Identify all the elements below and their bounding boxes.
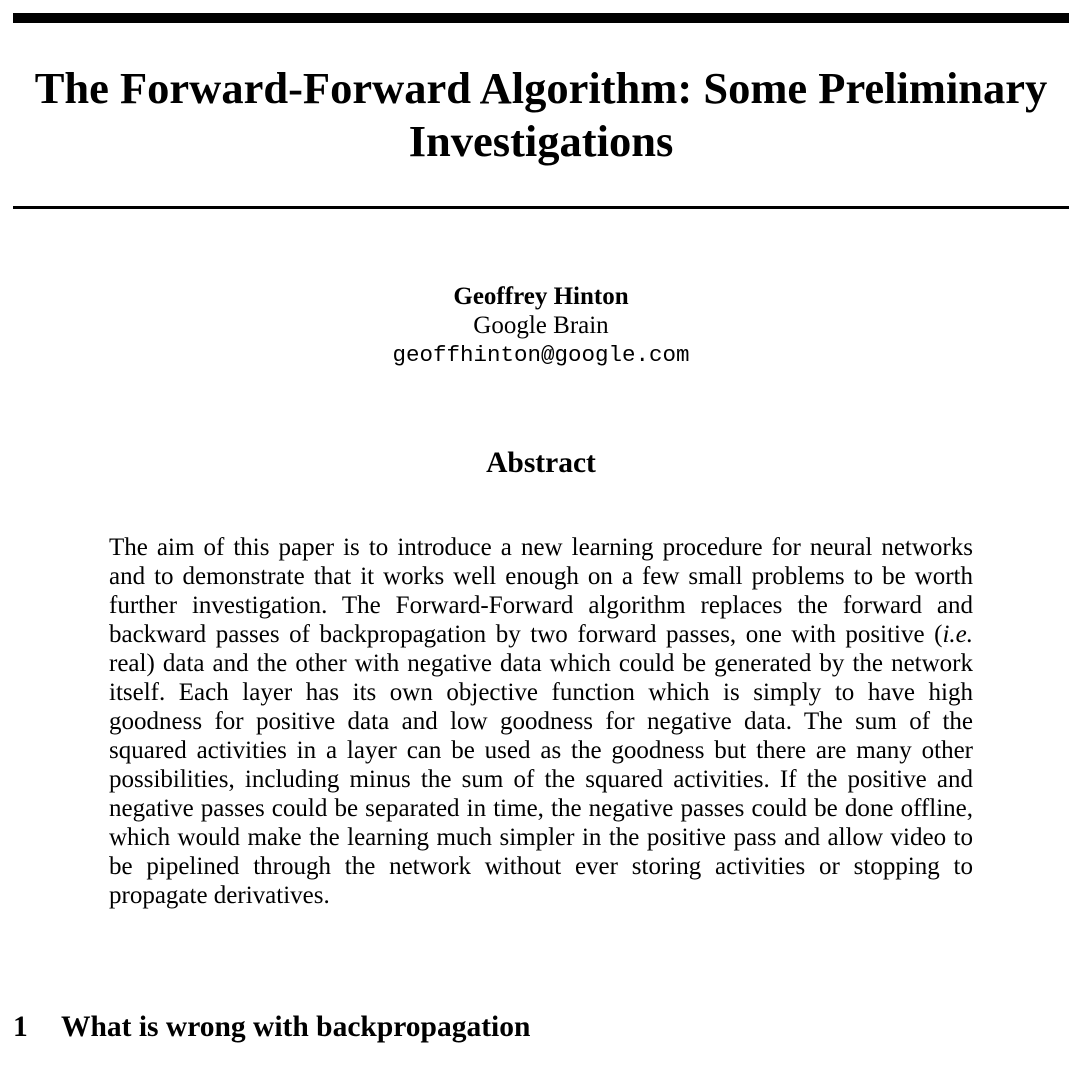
abstract-text-italic: i.e.: [942, 621, 973, 648]
title-bottom-rule: [13, 206, 1069, 209]
section-heading: [13, 1008, 1013, 1046]
abstract-text-part-1: The aim of this paper is to introduce a new learning procedure for neural networks and to demonstrate that it works well enough on a few small problems to be worth further investigation. The Forward-Forward algorithm replaces the forward and backward passes of backpropagation by two forward passes, one with positive (: [109, 534, 973, 648]
abstract-heading: Abstract: [486, 447, 596, 479]
author-block: [13, 282, 1069, 371]
section-title: What is wrong with backpropagation: [61, 1011, 531, 1043]
author-affiliation: Google Brain: [473, 312, 609, 339]
section-number: 1: [13, 1011, 28, 1043]
paper-title: The Forward-Forward Algorithm: Some Preliminary Investigations: [34, 63, 1048, 166]
title-top-rule: [13, 13, 1069, 23]
author-email: geoffhinton@google.com: [392, 342, 690, 368]
abstract-text: [109, 533, 973, 910]
abstract-text-part-2: real) data and the other with negative data which could be generated by the network itself. Each layer has its own objective function which is simply to have high goodness for positive data and low goodness for negative data. The sum of the squared activities in a layer can be used as the goodness but there are many other possibilities, including minus the sum of the squared activities. If the positive and negative passes could be separated in time, the negative passes could be done offline, which would make the learning much simpler in the positive pass and allow video to be pipelined through the network without ever storing activities or stopping to propagate derivatives.: [109, 650, 973, 909]
author-name: Geoffrey Hinton: [453, 283, 629, 310]
